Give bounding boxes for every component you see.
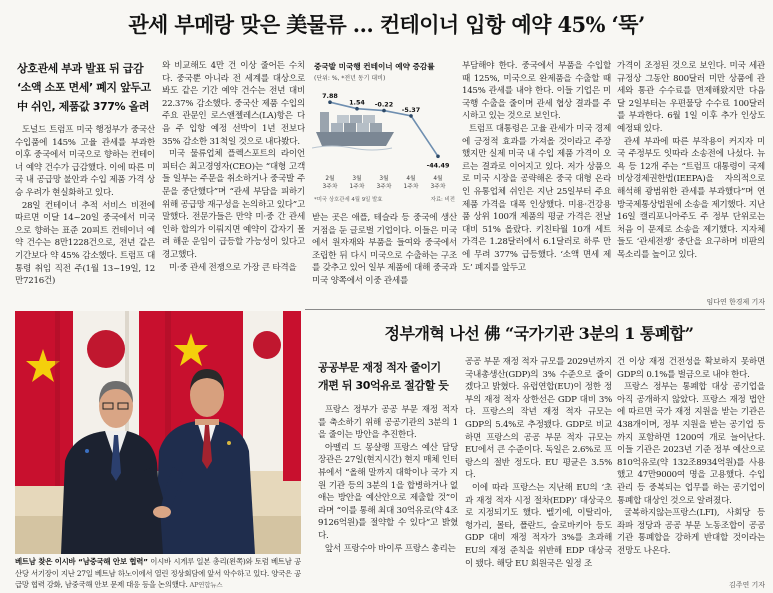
chart-svg	[312, 60, 457, 210]
x-tick-label-part: 3주차	[430, 184, 446, 190]
data-point	[355, 107, 359, 111]
ship-hull	[316, 132, 394, 146]
chart-note: *미국 상호관세 4월 9일 발효	[314, 197, 383, 203]
ship-container	[331, 123, 343, 132]
article-paragraph: 가격이 조정된 것으로 보인다. 미국 세관 규정상 그동안 800달러 미만 상품에 관세와 통관 수수료를 면제해왔지만 다음 달 2일부터는 우편물당 수수료 100달러를 부과한다. 6월 1일 이후 추가 인상도 예정돼 있다.	[617, 61, 765, 134]
article-byline: 임다연 한경제 기자	[706, 298, 765, 306]
article-column-3	[312, 212, 457, 307]
handshake	[153, 506, 171, 518]
data-label: -0.22	[374, 100, 394, 109]
article-paragraph: 아멜리 드 몽샬랭 프랑스 예산 담당 장관은 27일(현지시간) 현지 매체 인터뷰에서 “올해 말까지 대학이나 국가 지원 기관 등의 3분의 1을 합병하거나 없애는 방안을 예산안으로 제출할 것”이라며 “이를 통해 최대 30억유로(약 4조9126억원)를 절약할 수 있다”고 밝혔다.	[318, 442, 458, 541]
container-ship-illustration	[312, 112, 394, 150]
flag-field	[15, 311, 73, 486]
subhead-line: 상호관세 부과 발표 뒤 급감	[17, 62, 144, 75]
article-column-2	[162, 60, 305, 307]
x-tick-label	[350, 174, 365, 190]
data-point	[436, 155, 440, 159]
x-tick-label	[323, 174, 338, 190]
ship-container	[344, 123, 356, 132]
subhead-line: 공공부문 재정 적자 줄이기	[318, 361, 441, 374]
x-tick-label-part: 3주차	[322, 184, 338, 190]
article-subhead	[318, 359, 460, 399]
x-tick-label-part: 2월	[325, 176, 335, 182]
article-paragraph: 공공 부문 재정 적자 규모를 2029년까지 국내총생산(GDP)의 3% 수준으로 줄이겠다고 밝혔다. 유럽연합(EU)이 정한 정부의 재정 적자 상한선은 GDP 대비 3%다. 프랑스의 작년 재정 적자 규모는 GDP의 5.4%로 추정됐다. GDP로 비교하면 프랑스의 공공 부문 적자 규모는 EU에서 큰 수준이다. 독일은 2.6%로 프랑스의 절반 정도다. EU 평균은 3.5%다.	[465, 357, 612, 481]
second-headline: 정부개혁 나선 佛 “국가기관 3분의 1 통폐합”	[384, 324, 694, 343]
ship-container	[370, 123, 382, 132]
x-tick-label-part: 1주차	[349, 184, 365, 190]
x-tick-label-part: 3주차	[376, 184, 392, 190]
article-paragraph: 프랑스 정부는 통폐합 대상 공기업을 아직 공개하지 않았다. 프랑스 재정 법안에 따르면 국가 재정 지원을 받는 기관은 438개이며, 정부 지원을 받는 공기업 등까지 포함하면 1200여 개로 늘어난다. 이들 기관은 2023년 기준 정부 예산으로 810억유로(약 132조8934억원)를 사용했고 47만9000여 명을 고용했다. 수입 관리 등 중복되는 업무를 하는 공기업이 통폐합 대상인 것으로 알려졌다.	[617, 382, 765, 506]
data-point	[328, 100, 332, 104]
article-paragraph: 28일 컨테이너 추적 서비스 비전에 따르면 이달 14~20일 중국에서 미국으로 향하는 표준 20피트 컨테이너 예약 건수는 8만1228건으로, 전년 같은 기간보다 약 45% 감소했다. 트럼프 대통령 취임 직전 주(1월 13~19일, 12만7216건)	[15, 200, 155, 287]
ship-container	[350, 115, 362, 123]
article-paragraph: 관세 부과에 따른 부작용이 커지자 미국 주정부도 잇따라 소송전에 나섰다. 뉴욕 등 12개 주는 “트럼프 대통령이 국제비상경제권한법(IEEPA)을 자의적으로 해석해 광범위한 관세를 부과했다”며 연방국제통상법원에 소송을 제기했다. 지난 16일 캘리포니아주도 주 정부 단위로는 처음 이 문제로 소송을 제기했다. 지자체들도 ‘관세전쟁’ 중단을 요구하며 비판의 목소리를 높이고 있다.	[617, 136, 765, 260]
flag-fold	[55, 311, 60, 486]
japan-flag	[243, 311, 283, 471]
article-column-1	[15, 124, 155, 307]
article-paragraph: 부담해야 한다. 중국에서 부품을 수입할 때 125%, 미국으로 완제품을 수출할 때 145% 관세를 내야 한다. 이들 기업은 미국행 수출을 줄이며 관세 협상 결과를 주시하고 있는 것으로 보인다.	[462, 61, 611, 122]
article-column-a	[318, 404, 458, 591]
article-paragraph: 받는 곳은 애플, 테슬라 등 중국에 생산 거점을 둔 글로벌 기업이다. 이들은 미국에서 원자재와 부품을 들여와 중국에서 조립한 뒤 다시 미국으로 수출하는 구조를 갖추고 있어 일부 제품에 대해 중국과 미국 양쪽에서 이중 관세를	[312, 213, 457, 286]
article-paragraph: 미국 물류업체 플렉스포트의 라이언 피터슨 최고경영자(CEO)는 “대형 고객들 일부는 주문을 취소하거나 중국발 주문을 중단했다”며 “관세 부담을 피하기 위해 공급망 재구성을 논의하고 있다”고 말했다. 전문가들은 만약 미·중 간 관세 인하 합의가 이뤄지면 예약이 갑자기 몰려 해운 운임이 급등할 가능성이 있다고 경고했다.	[162, 149, 305, 260]
ship-bridge	[320, 112, 329, 132]
x-tick-label-part: 4월	[433, 176, 443, 182]
article-paragraph: 앞서 프랑수아 바이루 프랑스 총리는	[324, 543, 456, 554]
x-tick-label-part: 3월	[352, 176, 362, 182]
data-label: 7.88	[322, 92, 338, 101]
data-label: 1.54	[349, 98, 365, 107]
article-column-b	[465, 356, 612, 591]
caption-title: 베트남 찾은 이시바 “남중국해 안보 협력”	[15, 557, 148, 566]
article-paragraph: 이에 따라 프랑스는 지난해 EU의 ‘초과 재정 적자 시정 절차(EDP)’ 대상국으로 지정되기도 했다. 벨기에, 이탈리아, 헝가리, 몰타, 폴란드, 슬로바키아 등도 GDP 대비 재정 적자가 3%를 초과해 EU의 재정 준칙을 위반해 EDP 대상국이 됐다. 해당 EU 회원국은 일정 조	[465, 482, 612, 569]
article-paragraph: 트럼프 대통령은 고율 관세가 미국 경제에 긍정적 효과를 가져올 것이라고 주장했지만 실제 미국 내 수입 제품 가격이 오르는 결과로 이어지고 있다. 저가 상품으로 미국 시장을 공략해온 중국 대형 온라인 유통업체 쉬인은 지난 25일부터 주요 제품 가격을 대폭 인상했다. 미용·건강용품 상위 100개 제품의 평균 가격은 전날 대비 51% 올랐다. 키친타월 10개 세트 가격은 1.28달러에서 6.1달러로 하루 만에 무려 377% 급등했다. ‘소액 면세 제도’ 폐지를 앞두고	[462, 123, 611, 273]
article-byline: 김주연 기자	[728, 581, 765, 589]
x-tick-label	[431, 174, 446, 190]
ship-wave	[312, 146, 392, 150]
article-column-5	[617, 60, 765, 296]
subhead-line: 中 쉬인, 제품값 377% 올려	[17, 100, 150, 113]
news-photo	[15, 311, 301, 554]
photo-scene	[15, 311, 301, 554]
article-paragraph: 미·중 관세 전쟁으로 가장 큰 타격을	[168, 262, 297, 273]
lapel-pin	[227, 441, 231, 445]
article-paragraph: 굴복하지않는프랑스(LFI), 사회당 등 좌파 정당과 공공 부문 노동조합이 공공기관 통폐합을 강하게 반대할 것이라는 전망도 나온다.	[617, 508, 765, 556]
flag-circle	[87, 330, 125, 368]
article-column-4	[462, 60, 611, 307]
subhead-line: 개편 뒤 30억유로 절감할 듯	[318, 379, 449, 392]
photo-credit: AP연합뉴스	[189, 581, 223, 589]
article-column-c	[617, 356, 765, 579]
article-paragraph: 와 비교해도 4만 건 이상 줄어든 수치다. 중국뿐 아니라 전 세계를 대상으로 봐도 같은 기간 예약 건수는 전년 대비 22.37% 감소했다. 중국산 제품 수입의 주요 관문인 로스앤젤레스(LA)항은 다음 주 입항 예정 선박이 1년 전보다 35% 감소한 31척일 것으로 내다봤다.	[162, 61, 305, 147]
lapel-pin	[85, 449, 89, 453]
x-tick-label	[404, 174, 419, 190]
x-tick-label	[377, 174, 392, 190]
data-point	[382, 109, 386, 113]
vietnam-flag	[15, 311, 73, 486]
subhead-line: ‘소액 소포 면세’ 폐지 앞두고	[17, 81, 151, 94]
article-paragraph: 프랑스 정부가 공공 부문 재정 적자를 축소하기 위해 공공기관의 3분의 1을 줄이는 방안을 추진한다.	[318, 405, 458, 441]
neck	[195, 419, 219, 425]
chart-title: 중국발 미국행 컨테이너 예약 증감률	[314, 62, 435, 71]
data-point	[409, 114, 413, 118]
ship-container	[357, 123, 369, 132]
photo-caption	[15, 556, 301, 592]
section-divider	[305, 309, 765, 310]
article-paragraph: 도널드 트럼프 미국 행정부가 중국산 수입품에 145% 고율 관세를 부과한 이후 중국에서 미국으로 향하는 컨테이너 예약 건수가 급감했다. 이에 따른 미국 내 공급망 불안과 수입 제품 가격 상승 우려가 현실화하고 있다.	[15, 125, 155, 198]
caption-text: 이시바 시게루 일본 총리(왼쪽)와 토럼 베트남 공산당 서기장이 지난 27일 베트남 하노이에서 열린 정상회담에 앞서 악수하고 있다. 양국은 공급망 협력 강화, 남중국해 안보 문제 대응 등을 논의했다.	[15, 557, 301, 589]
container-booking-chart	[312, 60, 457, 210]
chart-source: 자료: 비전	[430, 197, 455, 203]
main-headline: 관세 부메랑 맞은 美물류 … 컨테이너 입항 예약 45% ‘뚝’	[128, 12, 645, 37]
x-tick-label-part: 4월	[406, 176, 416, 182]
article-subhead	[17, 59, 157, 119]
flag-circle	[253, 331, 281, 359]
ship-container	[337, 115, 349, 123]
chart-subtitle: (단위: %, *전년 동기 대비)	[314, 75, 386, 82]
x-tick-label-part: 3월	[379, 176, 389, 182]
data-label: -5.37	[401, 105, 421, 114]
article-paragraph: 건 이상 재정 건전성을 확보하지 못하면 GDP의 0.1%를 벌금으로 내야 한다.	[617, 357, 765, 380]
ship-container	[363, 115, 375, 123]
data-label: -44.49	[426, 161, 450, 170]
x-tick-label-part: 1주차	[403, 184, 419, 190]
flag-edge	[283, 311, 301, 481]
